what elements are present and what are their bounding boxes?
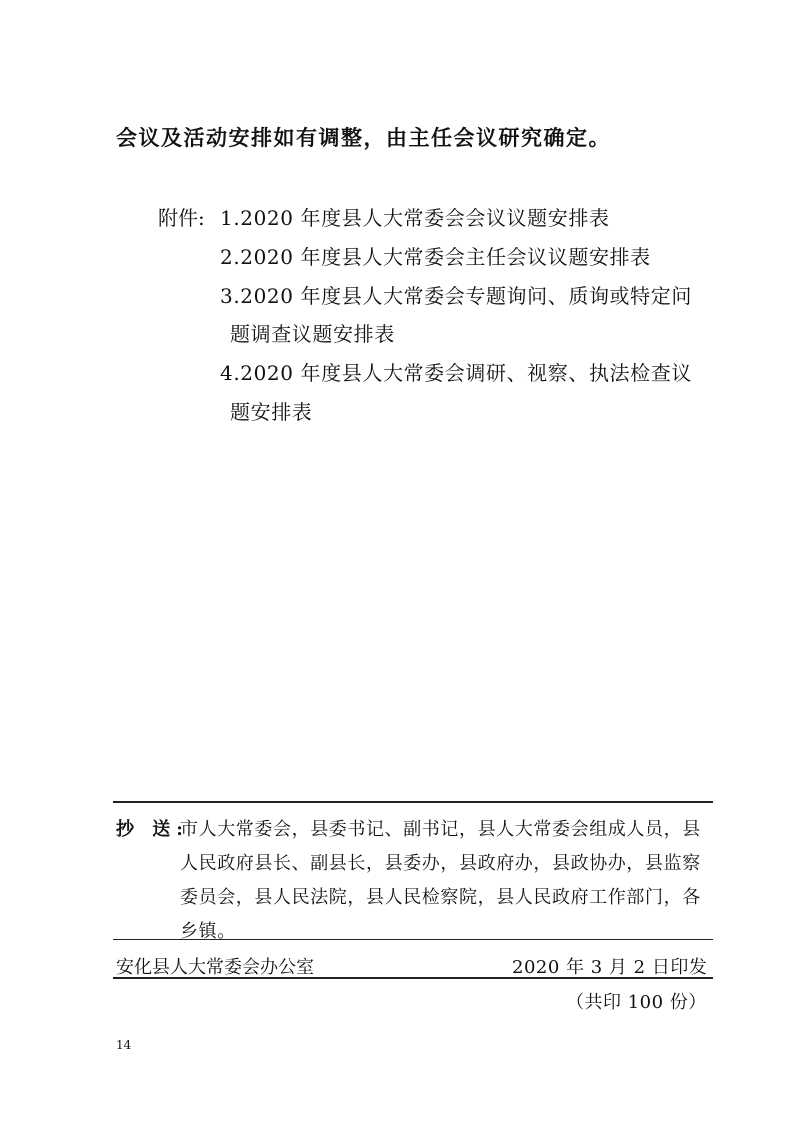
attachment-item-3: 3.2020 年度县人大常委会专题询问、质询或特定问 (220, 284, 692, 308)
attachment-label: 附件: (158, 206, 205, 230)
copy-count: （共印 100 份） (566, 992, 707, 1013)
attachment-item-4: 4.2020 年度县人大常委会调研、视察、执法检查议 (220, 361, 692, 385)
body-paragraph: 会议及活动安排如有调整，由主任会议研究确定。 (116, 125, 611, 150)
attachment-item-2: 2.2020 年度县人大常委会主任会议议题安排表 (220, 245, 651, 269)
attachment-item-1: 1.2020 年度县人大常委会会议议题安排表 (220, 206, 610, 230)
issuing-office: 安化县人大常委会办公室 (116, 957, 314, 978)
issuer-top-rule (113, 939, 713, 940)
issuer-bottom-rule (113, 977, 713, 979)
cc-line-1: 市人大常委会，县委书记、副书记，县人大常委会组成人员，县 (180, 819, 701, 840)
issue-date: 2020 年 3 月 2 日印发 (512, 957, 708, 978)
page-number: 14 (116, 1038, 132, 1052)
attachment-item-3-continued: 题调查议题安排表 (230, 322, 395, 346)
cc-line-3: 委员会，县人民法院，县人民检察院，县人民政府工作部门，各 (180, 887, 701, 908)
attachment-item-4-continued: 题安排表 (230, 400, 313, 424)
cc-line-2: 人民政府县长、副县长，县委办，县政府办，县政协办，县监察 (180, 853, 701, 874)
cc-top-rule (113, 801, 713, 803)
cc-line-4: 乡镇。 (180, 921, 236, 942)
cc-label: 抄 送: (116, 819, 189, 840)
